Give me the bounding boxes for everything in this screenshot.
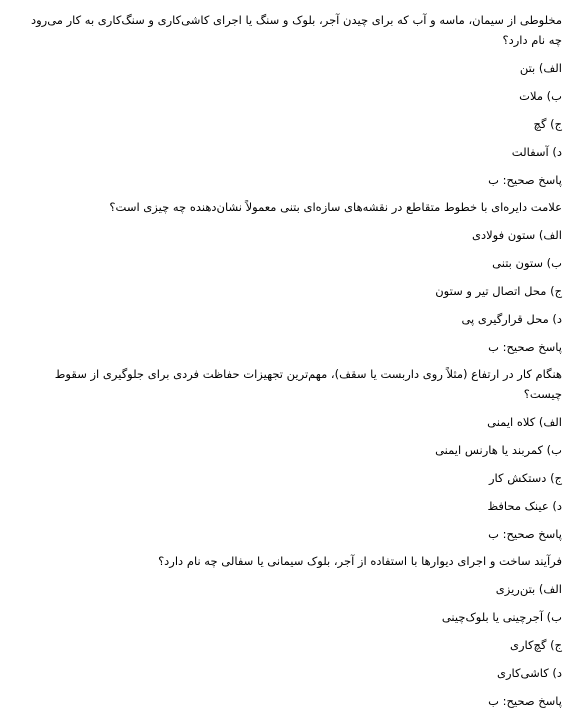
correct-answer: پاسخ صحیح: ب <box>488 527 562 541</box>
correct-answer: پاسخ صحیح: ب <box>488 173 562 187</box>
option-b: ب) ستون بتنی <box>492 256 562 270</box>
question-stem: هنگام کار در ارتفاع (مثلاً روی داربست یا سقف)، مهم‌ترین تجهیزات حفاظت فردی برای جلوگیری از سقوط چیست؟ <box>54 367 562 401</box>
option-b: ب) آجرچینی یا بلوک‌چینی <box>441 610 562 624</box>
option-d: د) عینک محافظ <box>487 499 562 513</box>
option-a: الف) بتن <box>519 61 562 75</box>
question-3 <box>18 364 562 544</box>
option-d: د) آسفالت <box>511 145 562 159</box>
option-c: ج) گچ <box>533 117 562 131</box>
quiz-document <box>18 10 562 718</box>
question-stem: علامت دایره‌ای با خطوط متقاطع در نقشه‌های سازه‌ای بتنی معمولاً نشان‌دهنده چه چیزی است؟ <box>109 200 562 214</box>
question-4 <box>18 551 562 711</box>
option-a: الف) ستون فولادی <box>471 228 562 242</box>
correct-answer: پاسخ صحیح: ب <box>488 340 562 354</box>
option-b: ب) کمربند یا هارنس ایمنی <box>435 443 562 457</box>
option-c: ج) گچ‌کاری <box>510 638 562 652</box>
option-a: الف) بتن‌ریزی <box>495 582 562 596</box>
option-b: ب) ملات <box>519 89 562 103</box>
option-c: ج) دستکش کار <box>489 471 562 485</box>
question-1 <box>18 10 562 190</box>
correct-answer: پاسخ صحیح: ب <box>488 694 562 708</box>
question-stem: مخلوطی از سیمان، ماسه و آب که برای چیدن آجر، بلوک و سنگ یا اجرای کاشی‌کاری و سنگ‌کاری به کار می‌رود چه نام دارد؟ <box>30 13 562 47</box>
question-stem: فرآیند ساخت و اجرای دیوارها با استفاده از آجر، بلوک سیمانی یا سفالی چه نام دارد؟ <box>158 554 562 568</box>
option-d: د) محل قرارگیری پی <box>461 312 562 326</box>
option-a: الف) کلاه ایمنی <box>487 415 562 429</box>
question-2 <box>18 197 562 357</box>
option-c: ج) محل اتصال تیر و ستون <box>435 284 562 298</box>
option-d: د) کاشی‌کاری <box>497 666 562 680</box>
